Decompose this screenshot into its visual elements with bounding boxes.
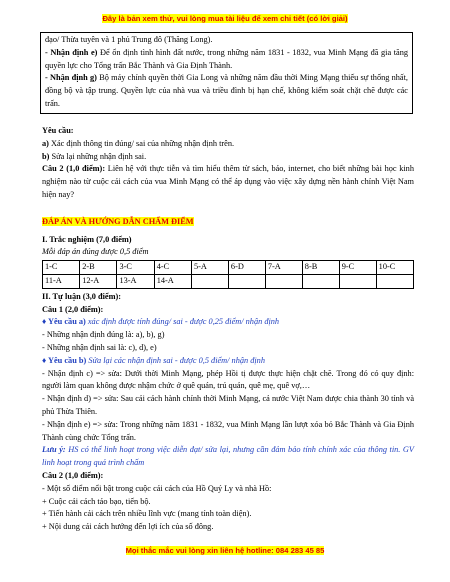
fix-d: - Nhận định d) => sửa: Sau cải cách hành chính thời Minh Mạng, cả nước Việt Nam được chia thành 30 tỉnh và phủ Thừa Thiên. [42,394,414,416]
table-cell: 1-C [43,261,80,275]
essay-q2-line: + Cuộc cải cách táo bạo, tiến bộ. [42,496,151,506]
table-cell: 6-D [228,261,265,275]
claim-e-text: Để ổn định tình hình đất nước, trong những năm 1831 - 1832, vua Minh Mạng đã gia tăng quyền lực cho Tổng trấn Bắc Thành và Gia Định Thành. [45,47,408,70]
answer-heading-text: ĐÁP ÁN VÀ HƯỚNG DẪN CHẤM ĐIỂM [42,216,194,226]
requirement-b-answer [42,355,414,368]
claim-e-label: - Nhận định e) [45,47,98,57]
claim-g [45,72,408,110]
table-cell [339,274,376,288]
claim-e [45,47,408,73]
false-claims: - Những nhận định sai là: c), d), e) [42,342,157,352]
table-cell [228,274,265,288]
table-cell: 5-A [191,261,228,275]
table-cell: 14-A [154,274,191,288]
preview-banner-text: Đây là bản xem thử, vui lòng mua tài liệu để xem chi tiết (có lời giải) [102,14,348,23]
essay-q2-line: + Tiến hành cải cách trên nhiều lĩnh vực (mang tính toàn diện). [42,509,252,519]
hotline-banner-text: Mọi thắc mắc vui lòng xin liên hệ hotline: 084 283 45 85 [125,546,325,555]
answer-heading [42,216,414,229]
essay-q2-line: - Một số điểm nổi bật trong cuộc cải cách của Hồ Quý Ly và nhà Hồ: [42,483,272,493]
section1-title: I. Trắc nghiệm (7,0 điểm) [42,234,132,244]
requirement-a-text: Xác định thông tin đúng/ sai của những nhận định trên. [48,138,235,148]
essay-q2-title: Câu 2 (1,0 điểm): [42,470,104,480]
table-cell: 4-C [154,261,191,275]
requirement-a-answer [42,316,414,329]
requirement-a [42,138,414,151]
table-cell: 13-A [117,274,154,288]
hotline-banner [0,546,450,555]
requirement-a-answer-text: xác định được tính đúng/ sai - được 0,25 điểm/ nhận định [85,317,280,327]
table-cell: 9-C [339,261,376,275]
table-cell: 3-C [117,261,154,275]
excerpt-line: đạo/ Thừa tuyên và 1 phủ Trung đô (Thăng Long). [45,35,213,44]
grading-note-text: HS có thể linh hoạt trong việc diễn đạt/ sửa lại, nhưng cần đảm bảo tính chính xác của thông tin. GV linh hoạt trong quá trình chấm [42,445,414,468]
requirement-b-text: Sửa lại những nhận định sai. [49,151,147,161]
table-cell [302,274,339,288]
requirement-a-answer-label: ♦ Yêu cầu a) [42,317,86,327]
grading-note [42,444,414,470]
fix-e: - Nhận định e) => sửa: Trong những năm 1831 - 1832, vua Minh Mạng lần lượt xóa bỏ Bắc Thành và Gia Định Thành cùng chức Tổng trấn. [42,419,414,442]
table-row [43,261,414,275]
requirement-b-answer-text: Sửa lại các nhận định sai - được 0,5 điểm/ nhận định [86,355,265,365]
requirement-b-answer-label: ♦ Yêu cầu b) [42,355,87,365]
claim-g-label: - Nhận định g) [45,73,97,83]
question-excerpt-box [40,32,413,114]
table-cell: 7-A [265,261,302,275]
essay-q2-line: + Nội dung cải cách hướng đến lợi ích của số đông. [42,522,214,532]
claim-g-text: Bộ máy chính quyền thời Gia Long và những năm đầu thời Ming Mạng thiếu sự thống nhất, đồng bộ và tập trung. Quyền lực của nhà vua và triều đình bị hạn chế, không kiểm soát chặt chẽ được các trấn. [45,73,408,108]
section2-title: II. Tự luận (3,0 điểm): [42,291,122,301]
document-body [42,125,414,534]
table-cell [265,274,302,288]
requirement-b [42,151,414,164]
table-cell [376,274,413,288]
question-2-label: Câu 2 (1,0 điểm): [42,164,106,174]
true-claims: - Những nhận định đúng là: a), b), g) [42,330,165,340]
answer-key-table [42,260,414,289]
grading-note-label: Lưu ý: [42,445,66,455]
table-cell [191,274,228,288]
preview-banner [0,14,450,23]
table-row [43,274,414,288]
requirement-b-label: b) [42,151,50,161]
fix-c: - Nhận định c) => sửa: Dưới thời Minh Mạng, phép Hồi tị được thực hiện chặt chẽ. Trong đó có quy định: người làm quan không được nhậm chức ở quê quán, trú quán, quê mẹ, quê vợ,… [42,368,414,391]
table-cell: 10-C [376,261,413,275]
table-cell: 8-B [302,261,339,275]
table-cell: 12-A [80,274,117,288]
table-cell: 11-A [43,274,80,288]
question-2-text: Liên hệ với thực tiễn và tìm hiểu thêm từ sách, báo, internet, cho biết những bài học kinh nghiệm nào từ cuộc cải cách của vua Minh Mạng có thể áp dụng vào việc xây dựng nền hành chính Việt Nam hiện nay? [42,164,414,199]
essay-q1-title: Câu 1 (2,0 điểm): [42,304,104,314]
question-2 [42,163,414,201]
requirements-title: Yêu cầu: [42,126,74,135]
requirement-a-label: a) [42,138,49,148]
table-cell: 2-B [80,261,117,275]
section1-note: Mỗi đáp án đúng được 0,5 điểm [42,247,149,257]
